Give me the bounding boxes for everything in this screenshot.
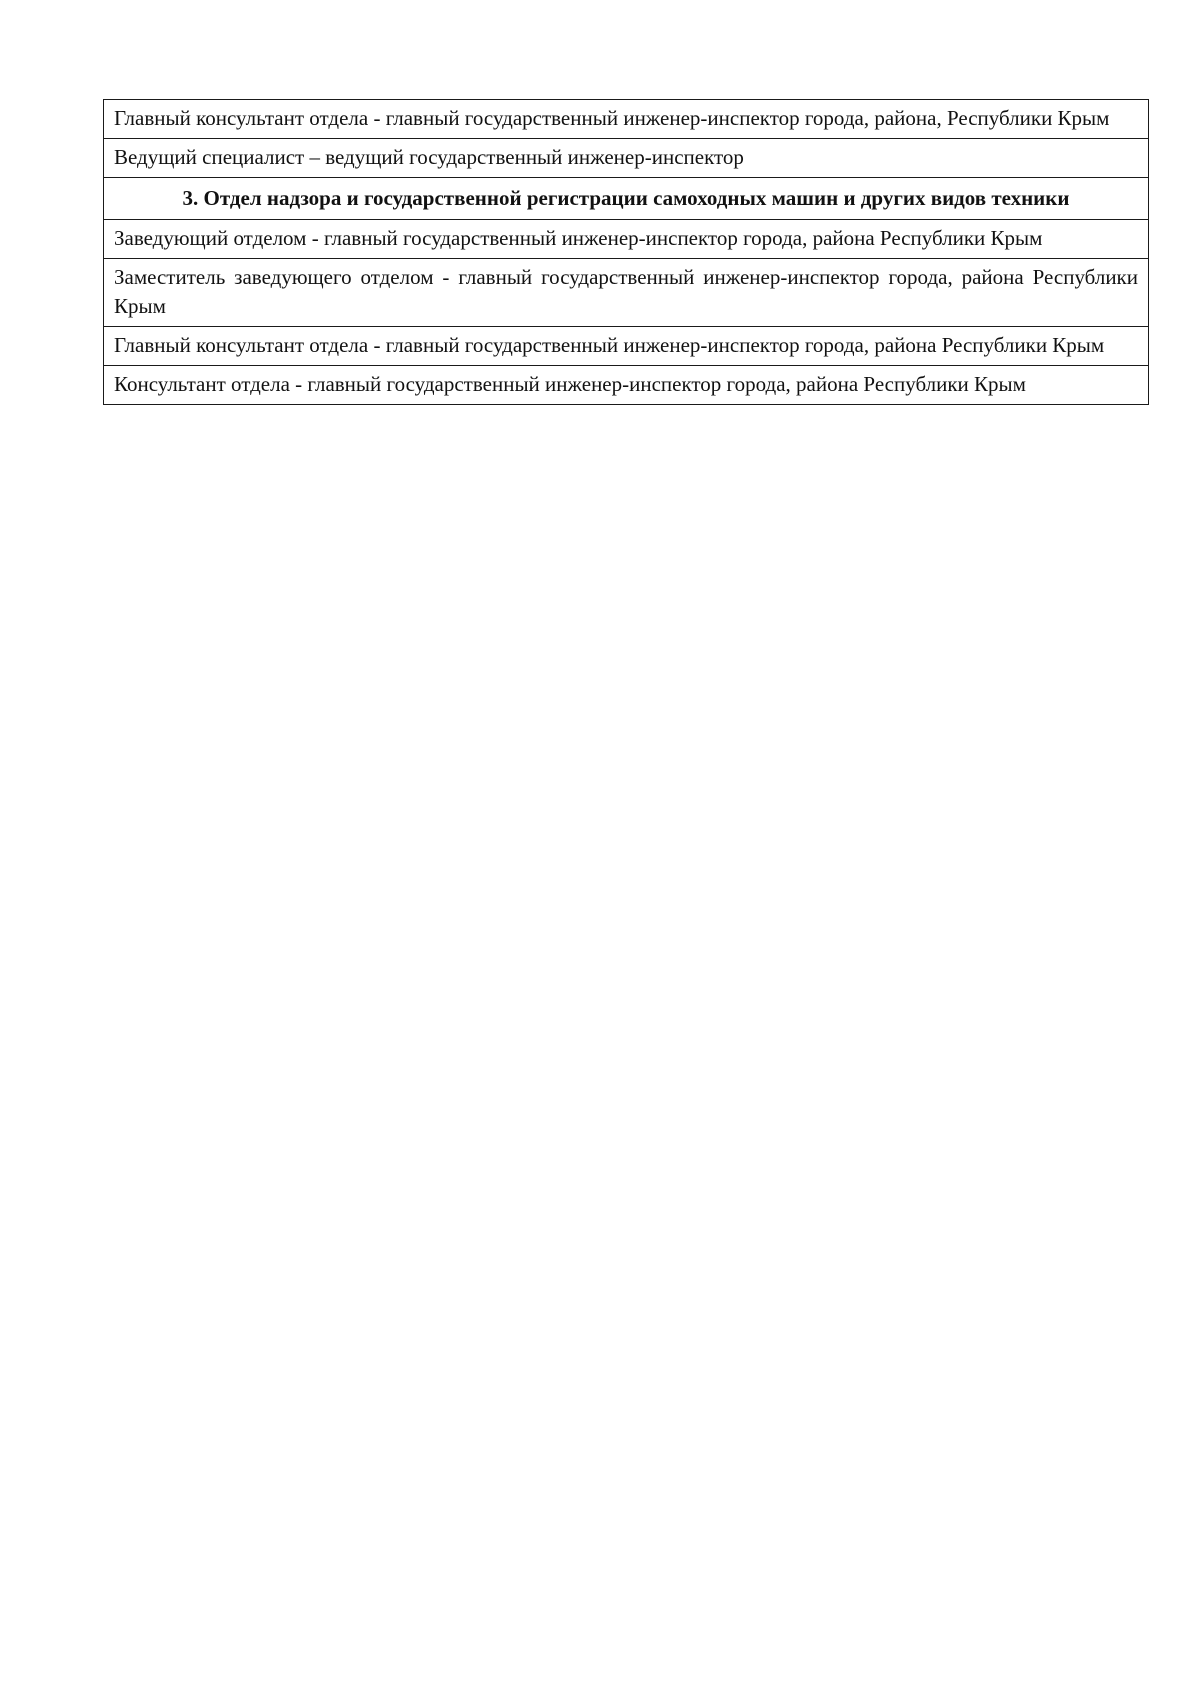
position-cell: Консультант отдела - главный государственный инженер-инспектор города, района Республики Крым: [104, 366, 1149, 405]
table-row: [104, 327, 1149, 366]
table-row: [104, 178, 1149, 220]
section-heading: 3. Отдел надзора и государственной регистрации самоходных машин и других видов техники: [104, 178, 1149, 220]
position-cell: Заместитель заведующего отделом - главный государственный инженер-инспектор города, района Республики Крым: [104, 259, 1149, 327]
position-cell: Заведующий отделом - главный государственный инженер-инспектор города, района Республики Крым: [104, 220, 1149, 259]
table-row: [104, 259, 1149, 327]
table-row: [104, 100, 1149, 139]
position-cell: Главный консультант отдела - главный государственный инженер-инспектор города, района Республики Крым: [104, 327, 1149, 366]
position-cell: Ведущий специалист – ведущий государственный инженер-инспектор: [104, 139, 1149, 178]
positions-table: [103, 99, 1149, 405]
table-row: [104, 366, 1149, 405]
table-row: [104, 220, 1149, 259]
table-row: [104, 139, 1149, 178]
position-cell: Главный консультант отдела - главный государственный инженер-инспектор города, района, Республики Крым: [104, 100, 1149, 139]
